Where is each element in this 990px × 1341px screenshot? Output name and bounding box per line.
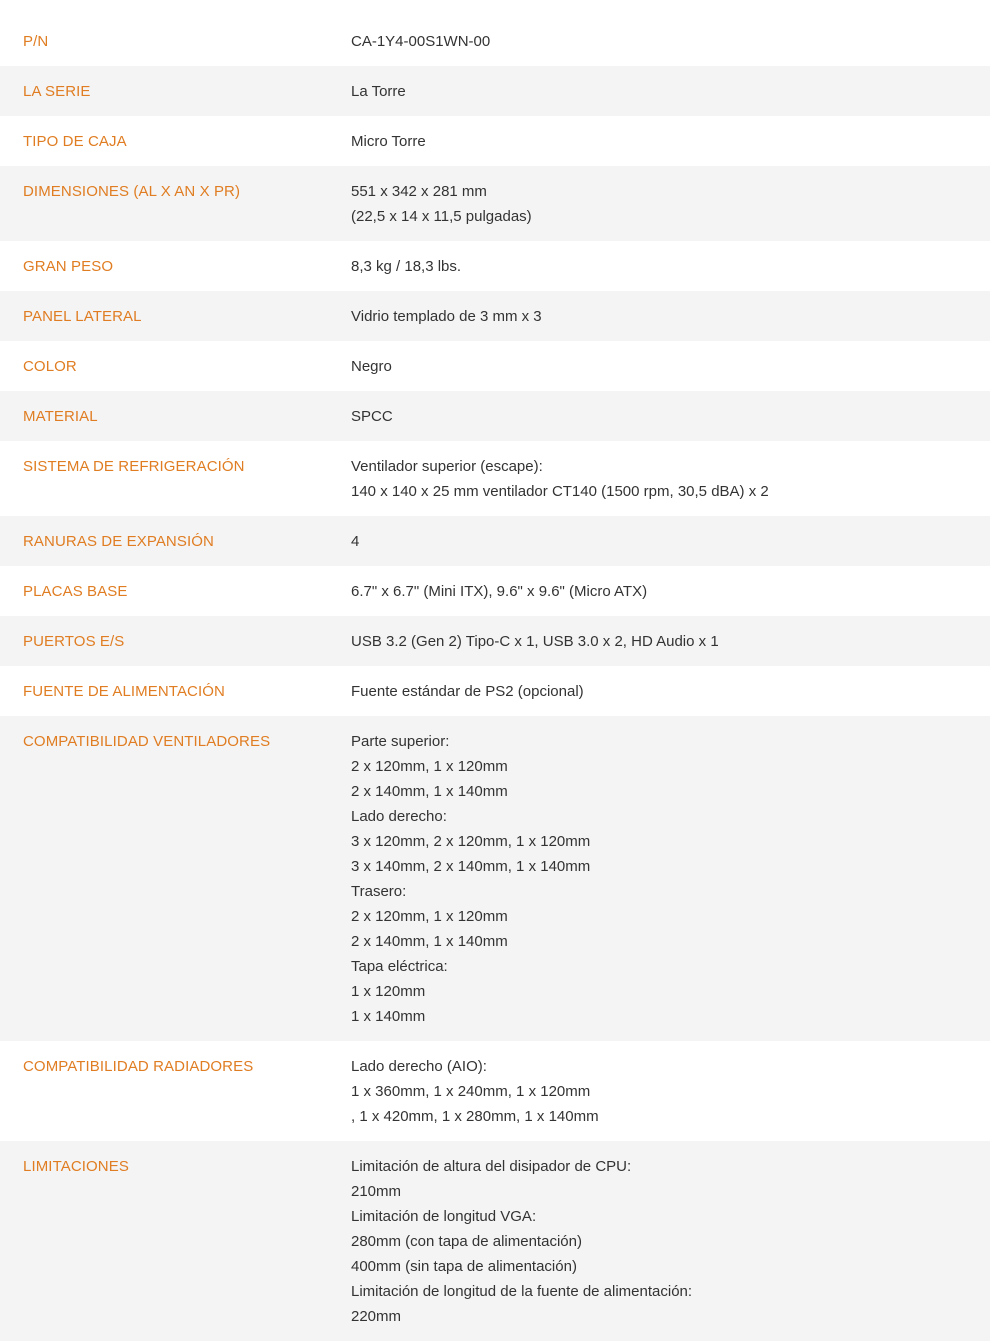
spec-label: LIMITACIONES <box>23 1158 129 1175</box>
spec-value <box>351 679 990 704</box>
spec-value-line: 8,3 kg / 18,3 lbs. <box>351 258 462 275</box>
spec-value <box>351 254 990 279</box>
spec-value-line: Vidrio templado de 3 mm x 3 <box>351 308 542 325</box>
spec-value <box>351 454 990 504</box>
spec-table <box>0 16 990 1341</box>
spec-row <box>0 566 990 616</box>
spec-value-line: USB 3.2 (Gen 2) Tipo-C x 1, USB 3.0 x 2, HD Audio x 1 <box>351 633 719 650</box>
spec-value-line: 280mm (con tapa de alimentación) <box>351 1233 582 1250</box>
spec-label: P/N <box>23 33 49 50</box>
spec-label: GRAN PESO <box>23 258 114 275</box>
spec-value-line: 2 x 120mm, 1 x 120mm <box>351 758 508 775</box>
spec-value-line: , 1 x 420mm, 1 x 280mm, 1 x 140mm <box>351 1108 599 1125</box>
spec-row <box>0 66 990 116</box>
spec-value-line: Trasero: <box>351 883 407 900</box>
spec-value <box>351 129 990 154</box>
spec-value-line: 1 x 140mm <box>351 1008 426 1025</box>
spec-label: FUENTE DE ALIMENTACIÓN <box>23 683 225 700</box>
spec-value <box>351 354 990 379</box>
spec-value-line: 2 x 140mm, 1 x 140mm <box>351 933 508 950</box>
spec-value-line: 551 x 342 x 281 mm <box>351 183 487 200</box>
spec-value <box>351 729 990 1029</box>
spec-row <box>0 716 990 1041</box>
spec-value-line: 210mm <box>351 1183 402 1200</box>
spec-value-line: Tapa eléctrica: <box>351 958 448 975</box>
spec-value <box>351 304 990 329</box>
spec-value-line: Ventilador superior (escape): <box>351 458 543 475</box>
spec-label: COLOR <box>23 358 77 375</box>
spec-value-line: Micro Torre <box>351 133 426 150</box>
spec-value <box>351 579 990 604</box>
spec-row <box>0 1041 990 1141</box>
spec-value-line: Lado derecho (AIO): <box>351 1058 487 1075</box>
spec-value-line: 3 x 120mm, 2 x 120mm, 1 x 120mm <box>351 833 591 850</box>
spec-label: TIPO DE CAJA <box>23 133 127 150</box>
spec-label: LA SERIE <box>23 83 91 100</box>
spec-row <box>0 616 990 666</box>
spec-value-line: SPCC <box>351 408 393 425</box>
spec-value-line: Limitación de longitud de la fuente de alimentación: <box>351 1283 693 1300</box>
spec-value-line: (22,5 x 14 x 11,5 pulgadas) <box>351 208 532 225</box>
spec-row <box>0 16 990 66</box>
spec-row <box>0 241 990 291</box>
spec-value-line: 3 x 140mm, 2 x 140mm, 1 x 140mm <box>351 858 591 875</box>
spec-value-line: 2 x 120mm, 1 x 120mm <box>351 908 508 925</box>
spec-value-line: 6.7" x 6.7" (Mini ITX), 9.6" x 9.6" (Micro ATX) <box>351 583 648 600</box>
spec-row <box>0 666 990 716</box>
spec-row <box>0 166 990 241</box>
spec-label: SISTEMA DE REFRIGERACIÓN <box>23 458 245 475</box>
spec-row <box>0 391 990 441</box>
spec-row <box>0 1141 990 1341</box>
spec-value-line: Limitación de longitud VGA: <box>351 1208 537 1225</box>
spec-row <box>0 116 990 166</box>
spec-row <box>0 341 990 391</box>
spec-value-line: 1 x 360mm, 1 x 240mm, 1 x 120mm <box>351 1083 591 1100</box>
spec-label: RANURAS DE EXPANSIÓN <box>23 533 214 550</box>
spec-value <box>351 629 990 654</box>
spec-value-line: 400mm (sin tapa de alimentación) <box>351 1258 577 1275</box>
spec-label: COMPATIBILIDAD RADIADORES <box>23 1058 254 1075</box>
spec-label: PLACAS BASE <box>23 583 128 600</box>
spec-label: MATERIAL <box>23 408 98 425</box>
spec-value-line: 1 x 120mm <box>351 983 426 1000</box>
spec-row <box>0 441 990 516</box>
spec-label: COMPATIBILIDAD VENTILADORES <box>23 733 271 750</box>
spec-value <box>351 179 990 229</box>
spec-row <box>0 291 990 341</box>
spec-value-line: Parte superior: <box>351 733 450 750</box>
spec-label: PANEL LATERAL <box>23 308 142 325</box>
spec-label: PUERTOS E/S <box>23 633 125 650</box>
spec-value-line: Limitación de altura del disipador de CPU: <box>351 1158 632 1175</box>
spec-value <box>351 529 990 554</box>
spec-value <box>351 404 990 429</box>
spec-value-line: 140 x 140 x 25 mm ventilador CT140 (1500 rpm, 30,5 dBA) x 2 <box>351 483 769 500</box>
spec-value <box>351 1154 990 1329</box>
spec-value-line: Fuente estándar de PS2 (opcional) <box>351 683 584 700</box>
spec-value-line: Negro <box>351 358 392 375</box>
spec-value-line: 2 x 140mm, 1 x 140mm <box>351 783 508 800</box>
spec-value <box>351 29 990 54</box>
spec-label: DIMENSIONES (AL X AN X PR) <box>23 183 241 200</box>
spec-row <box>0 516 990 566</box>
spec-value-line: La Torre <box>351 83 406 100</box>
spec-value <box>351 1054 990 1129</box>
spec-value-line: CA-1Y4-00S1WN-00 <box>351 33 491 50</box>
spec-value <box>351 79 990 104</box>
spec-value-line: 4 <box>351 533 360 550</box>
spec-value-line: 220mm <box>351 1308 402 1325</box>
spec-value-line: Lado derecho: <box>351 808 447 825</box>
